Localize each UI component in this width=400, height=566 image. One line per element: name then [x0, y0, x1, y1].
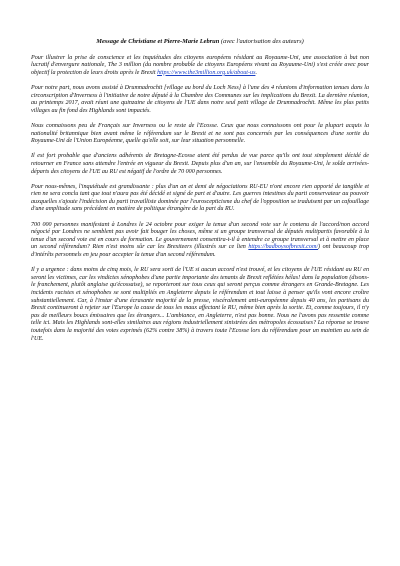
message-title: [31, 38, 369, 46]
paragraph-6-text: 700 000 personnes manifestant à Londres le 24 octobre pour exiger la tenue d'un second vote sur le contenu de l'accord/non accord négocié par Londres ne semblent pas avoir fait bouger les choses, même si un groupe transversal de députés multipartis favorable à la tenue d'un second vote est en cours de formation. Le gouvernement consentira-t-il à entendre ce groupe transversal et à mettre en place un second référendum? Rien n'est moins sûr car les Brexiteers (illustrés sur ce lien: [31, 221, 369, 251]
title-authors: Message de Christiane et Pierre-Marie Lebrun: [96, 38, 220, 45]
the3million-link[interactable]: https://www.the3million.org.uk/about-us: [157, 69, 256, 76]
paragraph-7: Il y a urgence : dans moins de cinq mois, le RU sera sorti de l'UE si aucun accord n'est trouvé, et les citoyens de l'UE résidant au RU en seront les victimes, car les vindictes xénophobes d'une partie importante des tenants de Brexit reflétées hélas! dans la population (disons-le franchement, plutôt anglaise qu'écossaise), se reporteront sur tous ceux qui seront perçus comme étrangers en Grande-Bretagne. Les incidents racistes et xénophobes se sont multipliés en Angleterre depuis le référendum et tout laisse à penser qu'ils vont encore croître substantiellement. Car, à l'instar d'une écrasante majorité de la presse, viscéralement anti-européenne depuis 40 ans, les partisans du Brexit continueront à rejeter sur l'Europe la cause de tous les maux affectant le RU, même bien après la sortie. Et, comme toujours, il n'y pas de meilleurs boucs émissaires que les étrangers... L'ambiance, en Angleterre, n'est pas bonne. Nous ne l'avons pas ressentie comme telle ici. Mais les Highlands sont-elles similaires aux régions industriellement sinistrées des métropoles écossaises? La réponse se trouve toutefois dans la majorité des votes exprimés (62% contre 38%) à travers toute l'Ecosse lors du référendum pour un maintien au sein de l'UE.: [31, 267, 369, 342]
paragraph-3: Nous connaissons peu de Français sur Inverness ou le reste de l'Ecosse. Ceux que nous connaissons ont pour la plupart acquis la nationalité britannique bien avant même le référendum sur le Brexit et ne sont pas concernés par les conséquences d'une sortie du Royaume-Uni de l'Union Européenne, quelle qu'elle soit, sur leur situation personnelle.: [31, 122, 369, 145]
badboysofbrexit-link[interactable]: https://badboysofbrexit.com/: [248, 244, 319, 251]
paragraph-4: Il est fort probable que d'anciens adhérents de Bretagne-Ecosse aient été perdus de vue parce qu'ils ont tout simplement décidé de retourner en France sans attendre l'entrée en vigueur du Brexit. Depuis plus d'un an, sur l'ensemble du Royaume-Uni, le solde arrivées-départs des citoyens de l'UE au RU est négatif de l'ordre de 70 000 personnes.: [31, 153, 369, 175]
paragraph-6: [31, 222, 369, 260]
paragraph-1: [31, 55, 369, 78]
paragraph-2: Pour notre part, nous avons assisté à Drumnadrochit [village au bord du Loch Ness] à l'une des 4 réunions d'information tenues dans la circonscription d'Inverness à l'initiative de notre député à la Chambre des Communes sur les implications du Brexit. La dernière réunion, au printemps 2017, avait réuni une quinzaine de citoyens de l'UE dans notre seul petit village de Drumnadrochit. Même les plus petits villages au fin fond des Highlands sont impactés.: [31, 84, 369, 114]
paragraph-1-text: Pour illustrer la prise de conscience et les inquiétudes des citoyens européens résidant au Royaume-Uni, une association à but non lucratif d'envergure nationale, The 3 million (du nombre probable de citoyens Européens vivant au Royaume-Uni) s'est créée avec pour objectif la protection de leurs droits après le Brexit: [31, 54, 369, 76]
paragraph-5: Pour nous-mêmes, l'inquiétude est grandissante : plus d'un an et demi de négociations RU-EU n'ont encore rien apporté de tangible et rien ne sera conclu tant que tout n'aura pas été décidé et signé de part et d'autre. Les guerres intestines du parti conservateur au pouvoir auxquelles s'ajoute l'indécision du parti travailliste dominée par l'euroscepticisme du chef de l'opposition se traduisent par un cafouillage d'une amplitude sans précédent en matière de politique étrangère de la part du RU.: [31, 183, 369, 213]
paragraph-6-end: ) ont beaucoup trop d'intérêts personnels en jeu pour accepter la tenue d'un second référendum.: [31, 244, 370, 259]
title-note: (avec l'autorisation des auteurs): [219, 38, 304, 45]
paragraph-1-end: .: [255, 69, 257, 76]
